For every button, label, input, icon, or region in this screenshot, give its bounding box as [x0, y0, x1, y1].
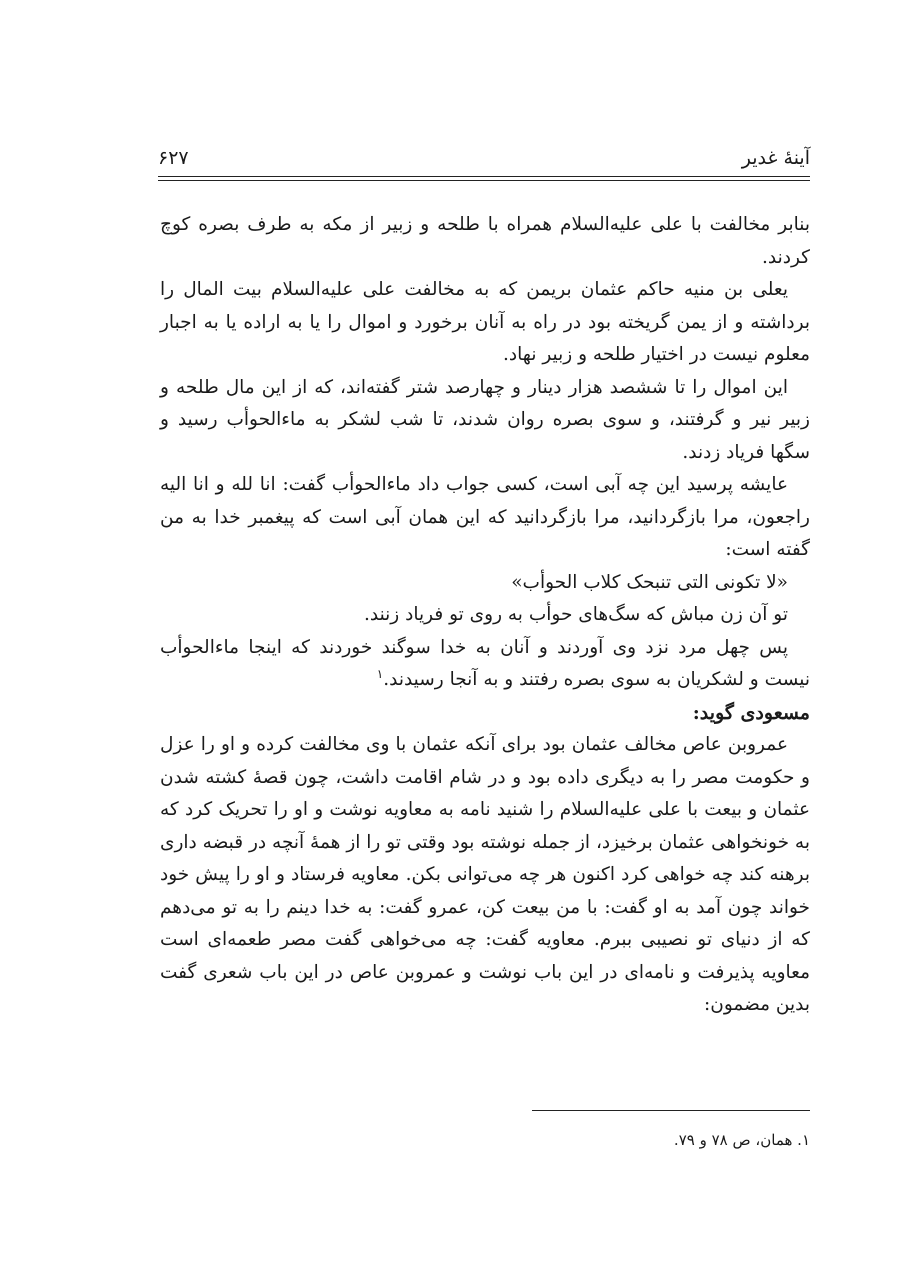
page-number: ۶۲۷ [158, 147, 189, 169]
paragraph [160, 632, 810, 697]
paragraph: عایشه پرسید این چه آبی است، کسی جواب داد ماءالحوأب گفت: انا لله و انا الیه راجعون، مرا بازگردانید، مرا بازگردانید که این همان آبی است که پیغمبر خدا به من گفته است: [160, 474, 810, 560]
footnote-rule [532, 1110, 810, 1111]
footnote-marker: ۱ [376, 666, 384, 681]
footnote: ۱. همان، ص ۷۸ و ۷۹. [673, 1131, 810, 1149]
paragraph: عمروبن عاص مخالف عثمان بود برای آنکه عثمان با وی مخالفت کرده و او را عزل و حکومت مصر را به دیگری داده بود و در شام اقامت داشت، چون قصهٔ کشته شدن عثمان و بیعت با علی علیه‌السلام را شنید نامه به معاویه نوشت و او را تحریک کرد که به خونخواهی عثمان برخیزد، از جمله نوشته بود وقتی تو را از همهٔ آنچه در قبضه داری برهنه کند چه خواهی کرد اکنون هر چه می‌توانی بکن. معاویه فرستاد و او را پیش خود خواند چون آمد به او گفت: با من بیعت کن، عمرو گفت: به خدا دینم را به تو می‌دهم که از دنیای تو نصیبی ببرم. معاویه گفت: چه می‌خواهی گفت مصر طعمه‌ای است معاویه پذیرفت و نامه‌ای در این باب نوشت و عمروبن عاص در این باب شعری گفت بدین مضمون: [160, 734, 810, 1015]
section-heading: مسعودی گوید: [692, 701, 810, 724]
page-header [158, 143, 810, 175]
arabic-quote: «لا تکونی التی تنبحک کلاب الحوأب» [511, 571, 788, 593]
quote-translation: تو آن زن مباش که سگ‌های حوأب به روی تو فریاد زنند. [363, 604, 788, 625]
running-title: آینهٔ غدیر [741, 147, 810, 169]
header-rule-secondary [158, 180, 810, 181]
main-text [160, 209, 810, 1022]
paragraph: بنابر مخالفت با علی علیه‌السلام همراه با طلحه و زبیر از مکه به طرف بصره کوچ کردند. [160, 214, 810, 268]
paragraph: این اموال را تا ششصد هزار دینار و چهارصد شتر گفته‌اند، که از این مال طلحه و زبیر نیر و گرفتند، و سوی بصره روان شدند، تا شب لشکر به ماءالحوأب رسید و سگها فریاد زدند. [160, 376, 810, 463]
paragraph: یعلی بن منیه حاکم عثمان بریمن که به مخالفت علی علیه‌السلام بیت المال را برداشته و از یمن گریخته بود در راه به آنان برخورد و اموال را یا به اراده یا به اجبار معلوم نیست در اختیار طلحه و زبیر نهاد. [160, 279, 810, 365]
header-rule [158, 176, 810, 177]
paragraph-text: پس چهل مرد نزد وی آوردند و آنان به خدا سوگند خوردند که اینجا ماءالحوأب نیست و لشکریان به سوی بصره رفتند و به آنجا رسیدند. [160, 636, 810, 690]
